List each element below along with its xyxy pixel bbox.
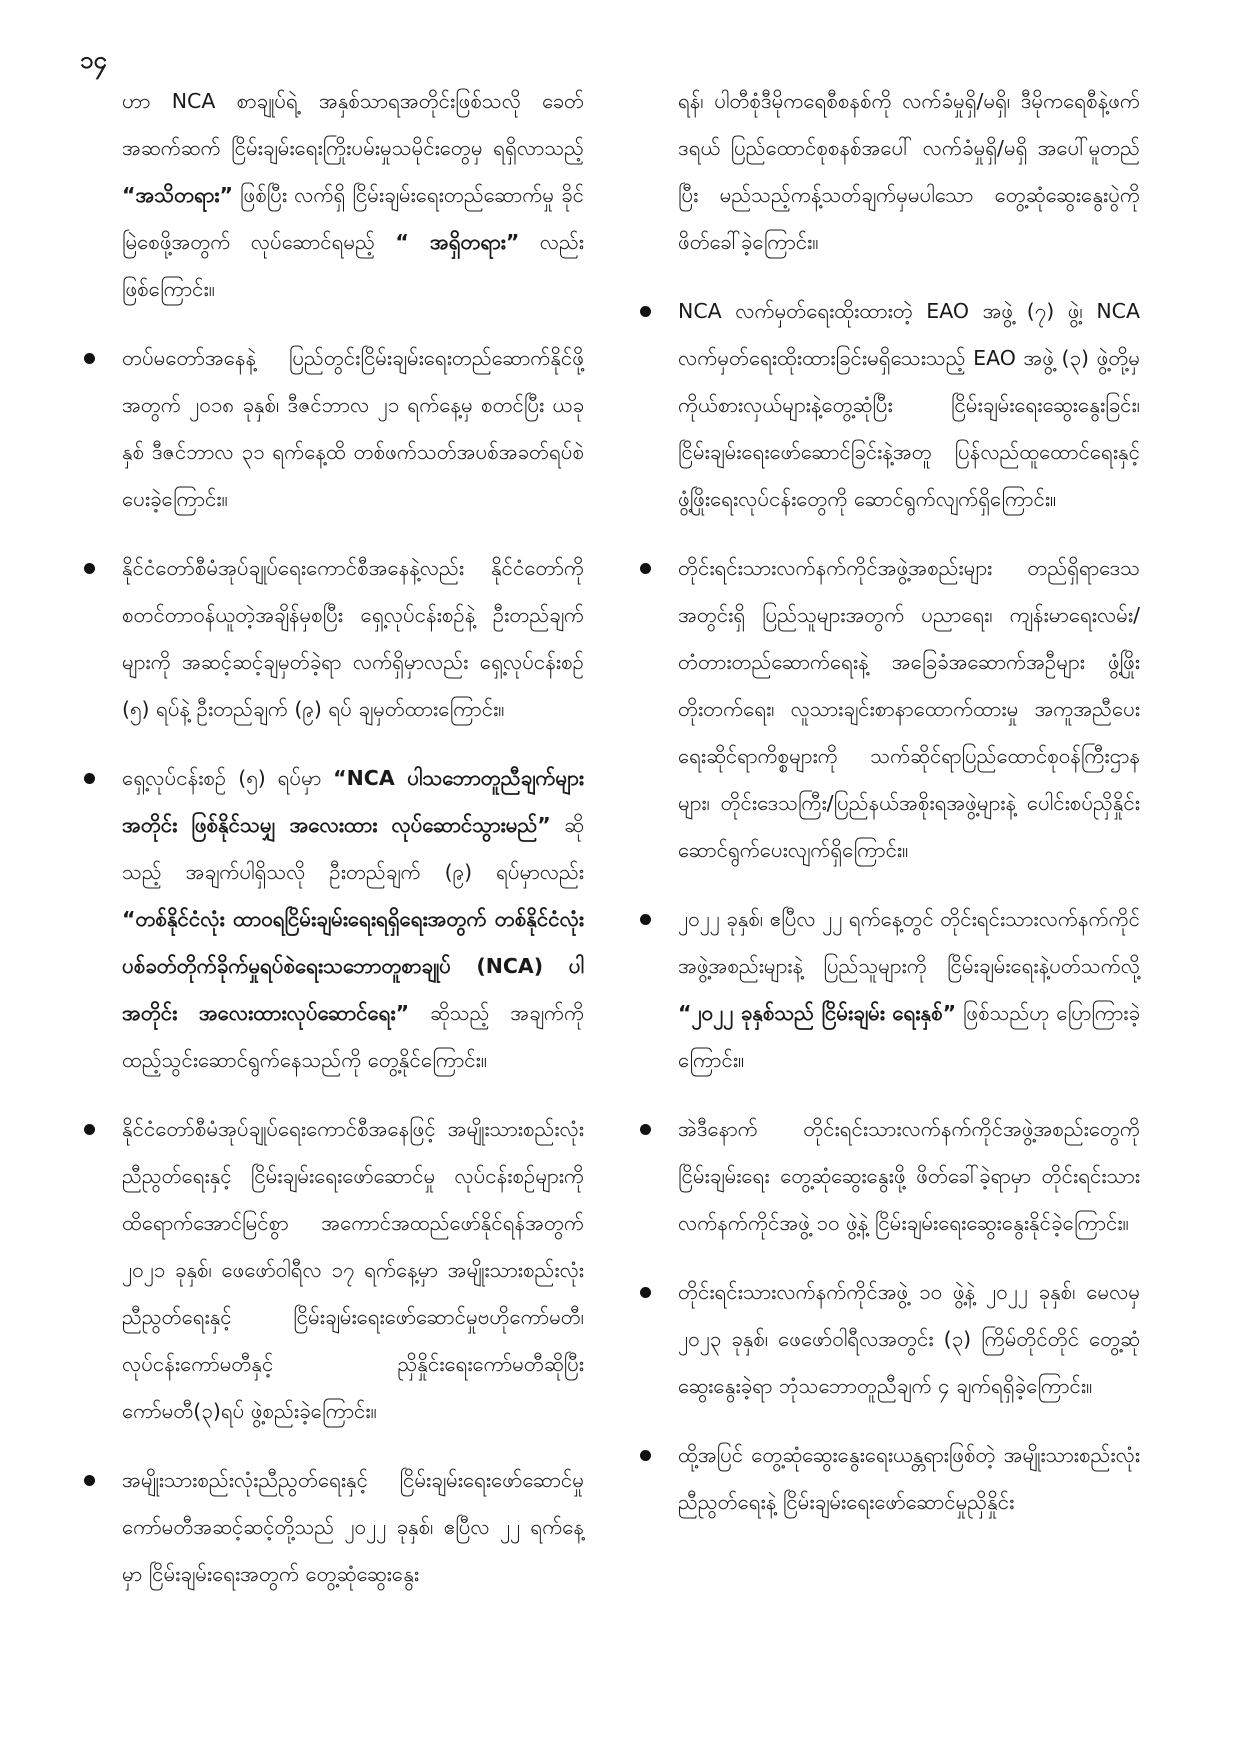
continued-paragraph — [640, 78, 1140, 266]
bold-text: “NCA ပါသဘောတူညီချက်များအတိုင်း ဖြစ်နိုင်သမျှ အလေးထား လုပ်ဆောင်သွားမည်” — [122, 766, 584, 837]
bullet-paragraph — [640, 1106, 1140, 1247]
bullet-icon — [84, 1124, 95, 1135]
bullet-paragraph — [84, 545, 584, 733]
bullet-paragraph — [84, 1106, 584, 1435]
bullet-icon — [84, 773, 95, 784]
body-text: အဲဒီနောက် တိုင်းရင်းသားလက်နက်ကိုင်အဖွဲ့အစည်းတွေကို ငြိမ်းချမ်းရေး တွေ့ဆုံဆွေးနွေးဖို့ ဖိတ်ခေါ်ခဲ့ရာမှာ တိုင်းရင်းသားလက်နက်ကိုင်အဖွဲ့ ၁၀ ဖွဲ့နဲ့ ငြိမ်းချမ်းရေးဆွေးနွေးနိုင်ခဲ့ကြောင်း။ — [678, 1117, 1140, 1235]
body-text: ဆိုသည့် အချက်ပါရှိသလို ဦးတည်ချက် (၉) ရပ်မှာလည်း — [122, 813, 584, 884]
bullet-icon — [640, 1124, 651, 1135]
bold-text: “၂၀၂၂ ခုနှစ်သည် ငြိမ်းချမ်း ရေးနှစ်” — [678, 1001, 957, 1025]
bold-text: “အသိတရား” — [122, 183, 233, 207]
body-text: တိုင်းရင်းသားလက်နက်ကိုင်အဖွဲ့ ၁၀ ဖွဲ့နဲ့ ၂၀၂၂ ခုနှစ်၊ မေလမှ ၂၀၂၃ ခုနှစ်၊ ဖေဖော်ဝါရီလအတွင်း (၃) ကြိမ်တိုင်တိုင် တွေ့ဆုံဆွေးနွေးခဲ့ရာ ဘုံသဘောတူညီချက် ၄ ချက်ရရှိခဲ့ကြောင်း။ — [678, 1280, 1140, 1398]
left-column — [84, 78, 584, 1620]
body-text: နိုင်ငံတော်စီမံအုပ်ချုပ်ရေးကောင်စီအနေနဲ့လည်း နိုင်ငံတော်ကို စတင်တာဝန်ယူတဲ့အချိန်မှစပြီး ရှေ့လုပ်ငန်းစဉ်နဲ့ ဦးတည်ချက်များကို အဆင့်ဆင့်ချမှတ်ခဲ့ရာ လက်ရှိမှာလည်း ရှေ့လုပ်ငန်းစဉ် (၅) ရပ်နဲ့ ဦးတည်ချက် (၉) ရပ် ချမှတ်ထားကြောင်း။ — [122, 556, 584, 721]
body-text: ဖြစ်သည်ဟု ပြောကြားခဲ့ကြောင်း။ — [678, 1001, 1140, 1072]
body-text: ၂၀၂၂ ခုနှစ်၊ ဧပြီလ ၂၂ ရက်နေ့တွင် တိုင်းရင်းသားလက်နက်ကိုင် အဖွဲ့အစည်းများနဲ့ ပြည်သူများကို ငြိမ်းချမ်းရေးနဲ့ပတ်သက်လို့ — [678, 907, 1140, 978]
bullet-paragraph — [640, 896, 1140, 1084]
body-text: ဟာ NCA စာချုပ်ရဲ့ အနှစ်သာရအတိုင်းဖြစ်သလို ခေတ်အဆက်ဆက် ငြိမ်းချမ်းရေးကြိုးပမ်းမှုသမိုင်းတွေမှ ရရှိလာသည့် — [122, 89, 584, 160]
bold-text: “တစ်နိုင်ငံလုံး ထာဝရငြိမ်းချမ်းရေးရရှိရေးအတွက် တစ်နိုင်ငံလုံး ပစ်ခတ်တိုက်ခိုက်မှုရပ်စဲရေးသဘောတူစာချုပ် (NCA) ပါအတိုင်း အလေးထားလုပ်ဆောင်ရေး” — [122, 907, 584, 1025]
body-text: တပ်မတော်အနေနဲ့ ပြည်တွင်းငြိမ်းချမ်းရေးတည်ဆောက်နိုင်ဖို့အတွက် ၂၀၁၈ ခုနှစ်၊ ဒီဇင်ဘာလ ၂၁ ရက်နေ့မှ စတင်ပြီး ယခုနှစ် ဒီဇင်ဘာလ ၃၁ ရက်နေ့ထိ တစ်ဖက်သတ်အပစ်အခတ်ရပ်စဲပေးခဲ့ကြောင်း။ — [122, 346, 584, 511]
bullet-icon — [640, 1450, 651, 1461]
bullet-icon — [84, 353, 95, 364]
bullet-paragraph — [84, 335, 584, 523]
body-text: လည်းဖြစ်ကြောင်း။ — [122, 230, 584, 301]
bullet-paragraph — [640, 1269, 1140, 1410]
bullet-paragraph — [84, 1457, 584, 1598]
body-text: တိုင်းရင်းသားလက်နက်ကိုင်အဖွဲ့အစည်းများ တည်ရှိရာဒေသအတွင်းရှိ ပြည်သူများအတွက် ပညာရေး၊ ကျန်းမာရေးလမ်း/တံတားတည်ဆောက်ရေးနဲ့ အခြေခံအဆောက်အဦများ ဖွံ့ဖြိုးတိုးတက်ရေး၊ လူသားချင်းစာနာထောက်ထားမှု အကူအညီပေးရေးဆိုင်ရာကိစ္စများကို သက်ဆိုင်ရာပြည်ထောင်စုဝန်ကြီးဌာနများ၊ တိုင်းဒေသကြီး/ပြည်နယ်အစိုးရအဖွဲ့များနဲ့ ပေါင်းစပ်ညှိနှိုင်း ဆောင်ရွက်ပေးလျက်ရှိကြောင်း။ — [678, 556, 1140, 862]
bullet-icon — [84, 1475, 95, 1486]
body-text: NCA လက်မှတ်ရေးထိုးထားတဲ့ EAO အဖွဲ့ (၇) ဖွဲ့၊ NCA လက်မှတ်ရေးထိုးထားခြင်းမရှိသေးသည့် EAO အဖွဲ့ (၃) ဖွဲ့တို့မှ ကိုယ်စားလှယ်များနဲ့တွေ့ဆုံပြီး ငြိမ်းချမ်းရေးဆွေးနွေးခြင်း၊ ငြိမ်းချမ်းရေးဖော်ဆောင်ခြင်းနဲ့အတူ ပြန်လည်ထူထောင်ရေးနှင့် ဖွံ့ဖြိုးရေးလုပ်ငန်းတွေကို ဆောင်ရွက်လျက်ရှိကြောင်း။ — [678, 299, 1140, 511]
page-number: ၁၄ — [80, 46, 107, 74]
body-text: ရှေ့လုပ်ငန်းစဉ် (၅) ရပ်မှာ — [122, 766, 334, 790]
bullet-icon — [84, 563, 95, 574]
body-text: ရန်၊ ပါတီစုံဒီမိုကရေစီစနစ်ကို လက်ခံမှုရှိ/မရှိ၊ ဒီမိုကရေစီနဲ့ဖက်ဒရယ် ပြည်ထောင်စုစနစ်အပေါ် လက်ခံမှုရှိ/မရှိ အပေါ်မူတည်ပြီး မည်သည့်ကန့်သတ်ချက်မှမပါသော တွေ့ဆုံဆွေးနွေးပွဲကို ဖိတ်ခေါ်ခဲ့ကြောင်း။ — [678, 89, 1140, 254]
bullet-icon — [640, 563, 651, 574]
body-text: ထို့အပြင် တွေ့ဆုံဆွေးနွေးရေးယန္တရားဖြစ်တဲ့ အမျိုးသားစည်းလုံးညီညွတ်ရေးနဲ့ ငြိမ်းချမ်းရေးဖော်ဆောင်မှုညှိနှိုင်း — [678, 1443, 1140, 1514]
bullet-icon — [640, 1287, 651, 1298]
body-text: နိုင်ငံတော်စီမံအုပ်ချုပ်ရေးကောင်စီအနေဖြင့် အမျိုးသားစည်းလုံးညီညွတ်ရေးနှင့် ငြိမ်းချမ်းရေးဖော်ဆောင်မှု လုပ်ငန်းစဉ်များကို ထိရောက်အောင်မြင်စွာ အကောင်အထည်ဖော်နိုင်ရန်အတွက် ၂၀၂၁ ခုနှစ်၊ ဖေဖော်ဝါရီလ ၁၇ ရက်နေ့မှာ အမျိုးသားစည်းလုံးညီညွတ်ရေးနှင့် ငြိမ်းချမ်းရေးဖော်ဆောင်မှုဗဟိုကော်မတီ၊ လုပ်ငန်းကော်မတီနှင့် ညှိနှိုင်းရေးကော်မတီဆိုပြီး ကော်မတီ(၃)ရပ် ဖွဲ့စည်းခဲ့ကြောင်း။ — [122, 1117, 584, 1423]
bullet-paragraph — [84, 755, 584, 1084]
bullet-paragraph — [640, 1432, 1140, 1526]
bullet-icon — [640, 914, 651, 925]
body-text: ဖြစ်ပြီး လက်ရှိ ငြိမ်းချမ်းရေးတည်ဆောက်မှု ခိုင်မြဲစေဖို့အတွက် လုပ်ဆောင်ရမည့် — [122, 183, 584, 254]
body-text: ဆိုသည့် အချက်ကို ထည့်သွင်းဆောင်ရွက်နေသည်ကို တွေ့နိုင်ကြောင်း။ — [122, 1001, 584, 1072]
bullet-paragraph — [640, 545, 1140, 874]
body-text: အမျိုးသားစည်းလုံးညီညွတ်ရေးနှင့် ငြိမ်းချမ်းရေးဖော်ဆောင်မှု ကော်မတီအဆင့်ဆင့်တို့သည် ၂၀၂၂ ခုနှစ်၊ ဧပြီလ ၂၂ ရက်နေ့မှာ ငြိမ်းချမ်းရေးအတွက် တွေ့ဆုံဆွေးနွေး — [122, 1468, 584, 1586]
bullet-paragraph — [640, 288, 1140, 523]
continued-paragraph — [84, 78, 584, 313]
right-column — [640, 78, 1140, 1548]
bold-text: “ အရှိတရား” — [395, 230, 520, 254]
bullet-icon — [640, 306, 651, 317]
